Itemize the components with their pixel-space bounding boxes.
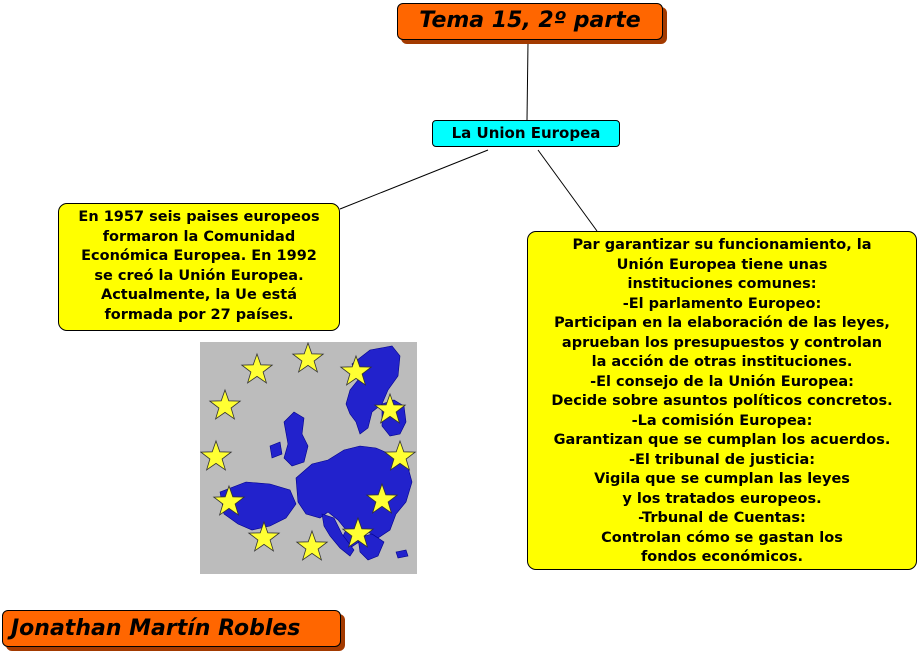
right-info-box[interactable] (527, 231, 917, 570)
title-text: Tema 15, 2º parte (419, 8, 641, 33)
topic-text: La Union Europea (451, 124, 601, 142)
connector-title-topic (527, 42, 528, 120)
right-box-line: Vigila que se cumplan las leyes (594, 471, 850, 487)
right-box-line: aprueban los presupuestos y controlan (561, 334, 883, 351)
left-box-line: se creó la Unión Europea. (94, 267, 304, 284)
left-box-line: formada por 27 países. (104, 306, 294, 323)
left-box-line: Actualmente, la Ue está (100, 287, 298, 303)
right-box-line: -El parlamento Europeo: (622, 295, 822, 312)
title-node[interactable] (397, 3, 663, 40)
eu-map-image (200, 342, 417, 574)
right-box-line: fondos económicos. (640, 549, 804, 565)
right-box-line: Controlan cómo se gastan los (601, 529, 843, 546)
right-box-line: y los tratados europeos. (622, 490, 822, 507)
eu-map-with-stars-icon (200, 342, 417, 574)
topic-node[interactable] (432, 120, 620, 147)
right-box-line: -El consejo de la Unión Europea: (590, 373, 854, 390)
right-box-line: Unión Europea tiene unas (616, 256, 828, 273)
left-box-line: En 1957 seis paises europeos (78, 209, 320, 225)
left-box-line: Económica Europea. En 1992 (81, 248, 317, 264)
left-box-line: formaron la Comunidad (102, 228, 296, 245)
right-box-line: la acción de otras instituciones. (591, 354, 853, 370)
right-box-line: -Trbunal de Cuentas: (638, 510, 806, 526)
author-text: Jonathan Martín Robles (11, 616, 301, 641)
connector-topic-left-box (340, 150, 488, 209)
right-box-line: instituciones comunes: (627, 276, 817, 292)
connector-topic-right-box (538, 150, 597, 231)
right-box-line: -El tribunal de justicia: (628, 451, 816, 468)
right-box-line: Par garantizar su funcionamiento, la (572, 237, 872, 253)
right-box-line: -La comisión Europea: (631, 412, 813, 429)
right-box-line: Garantizan que se cumplan los acuerdos. (553, 432, 891, 448)
author-node[interactable] (2, 610, 341, 647)
left-info-box[interactable] (58, 203, 340, 331)
right-box-line: Participan en la elaboración de las leyes, (554, 315, 890, 331)
right-box-line: Decide sobre asuntos políticos concretos. (551, 393, 893, 409)
